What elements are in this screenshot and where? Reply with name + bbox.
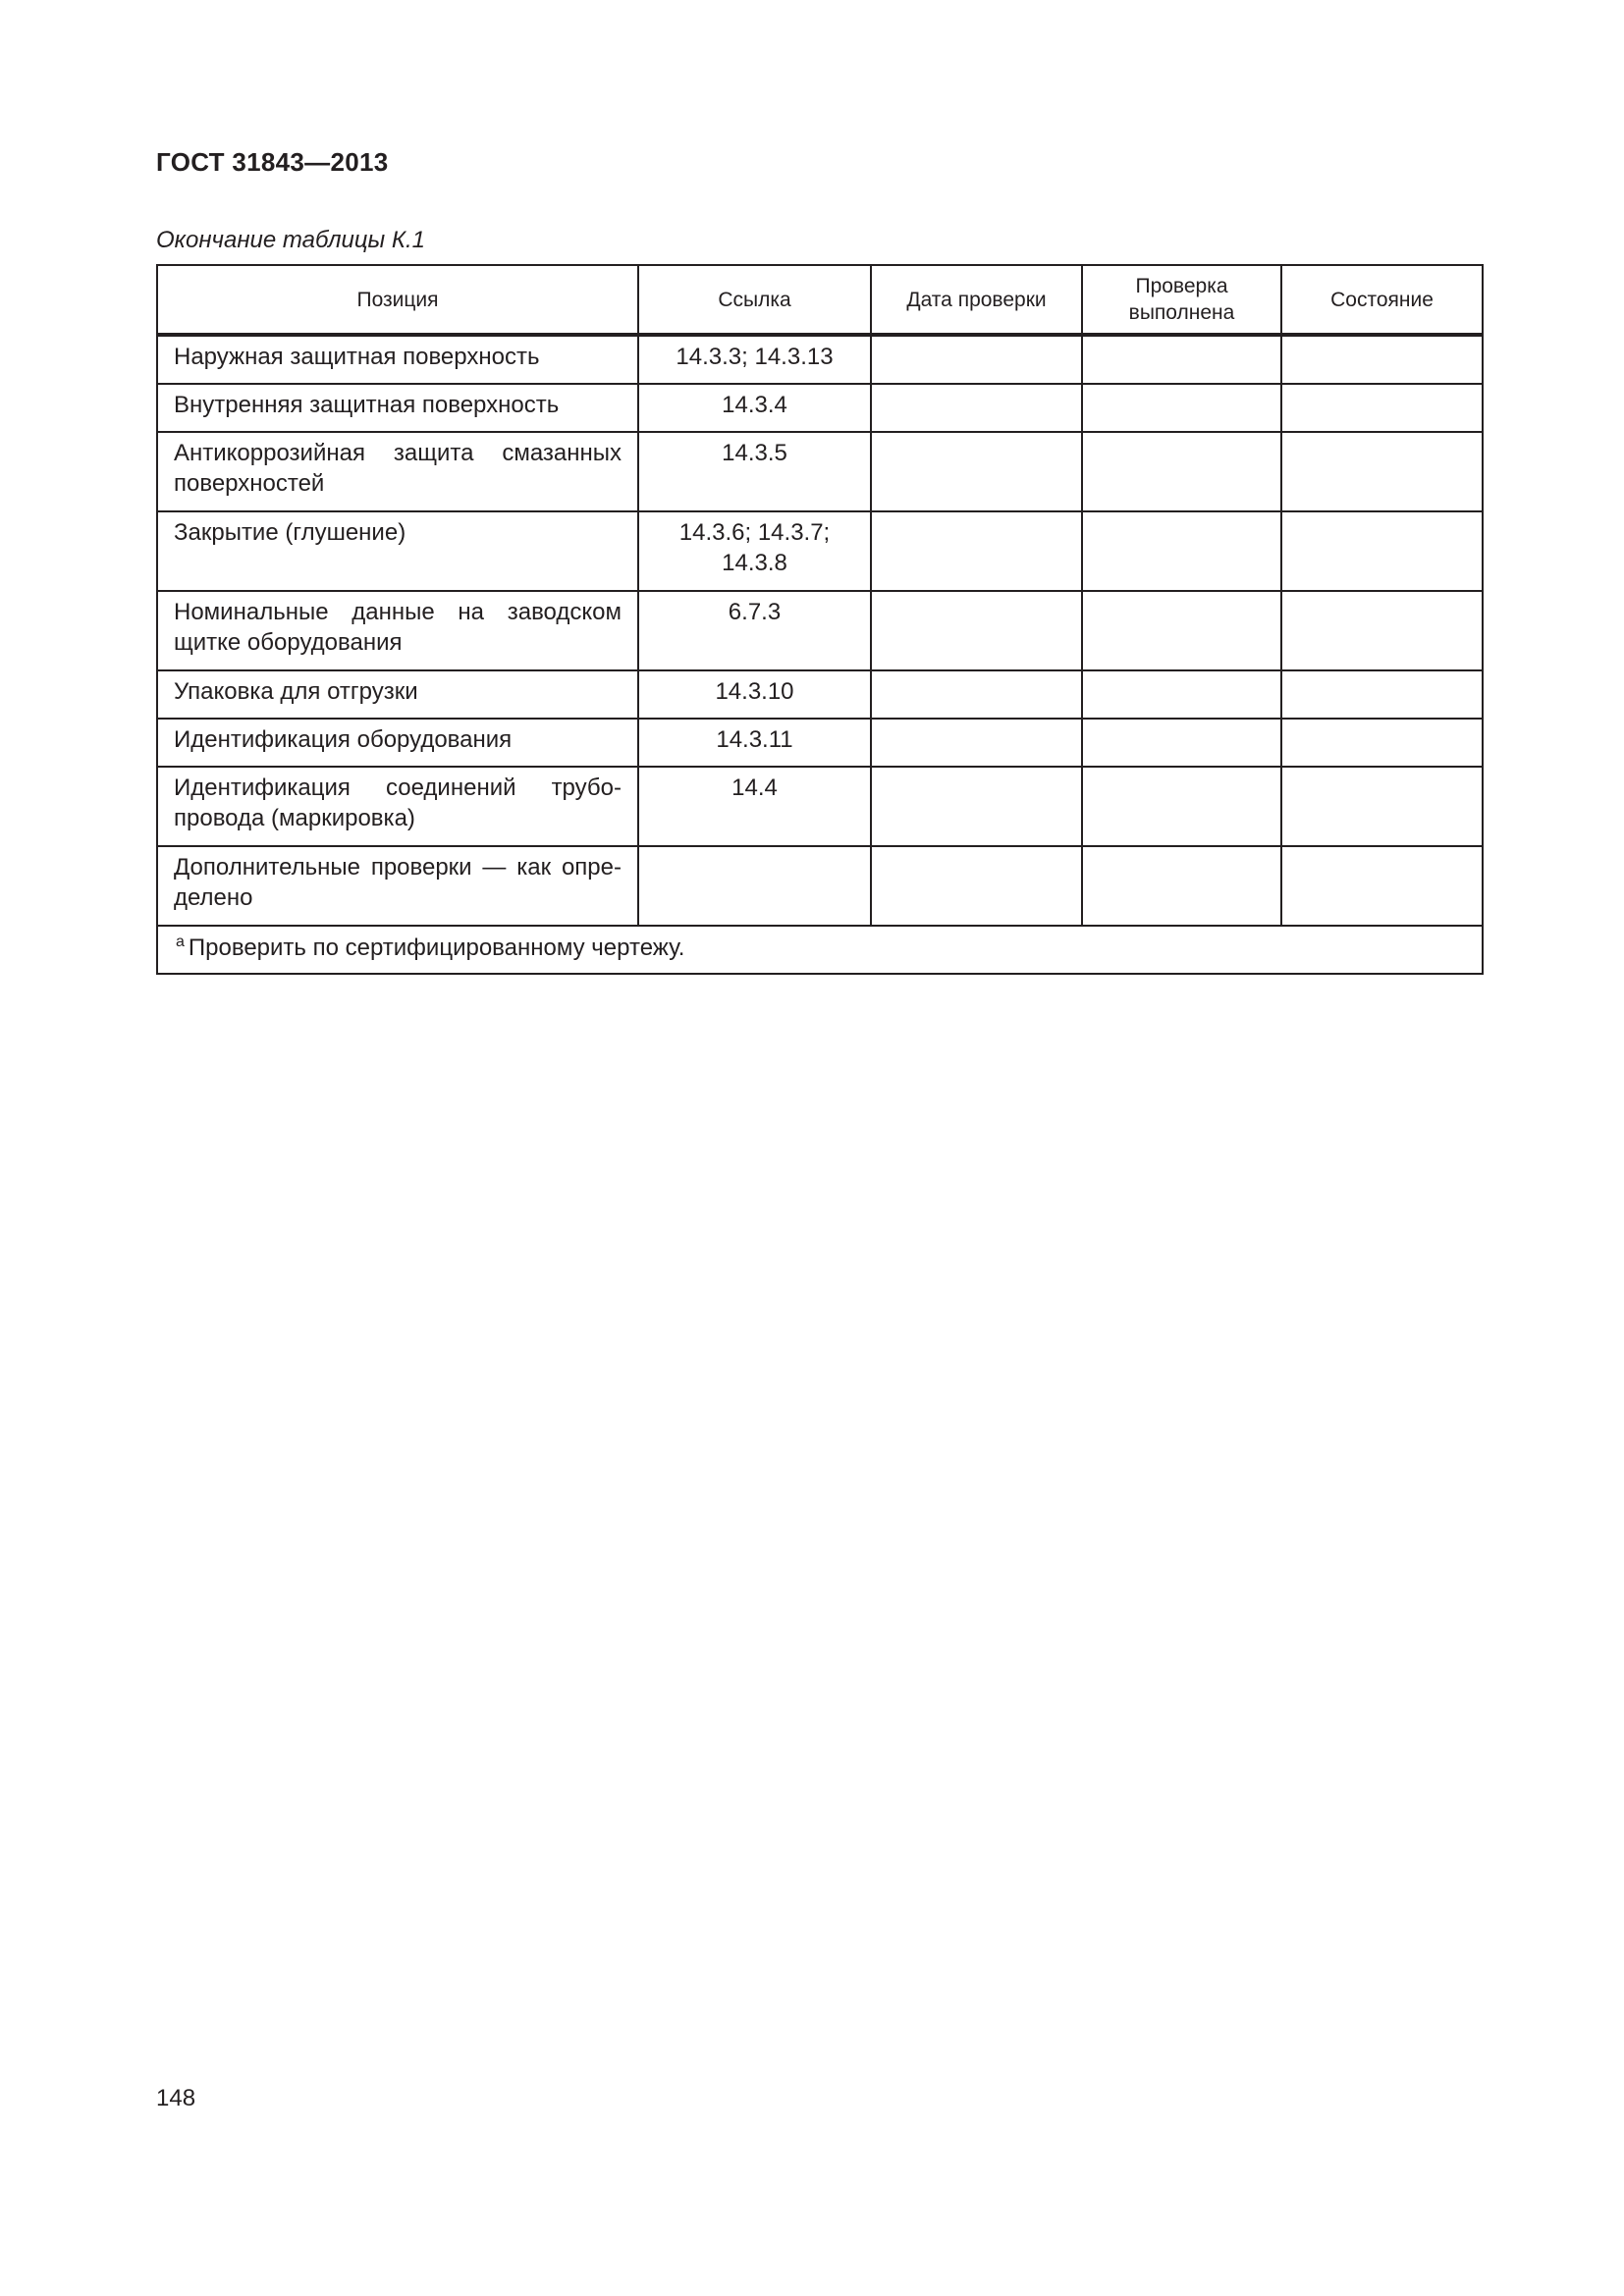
reference-line: 14.3.8 xyxy=(722,550,787,576)
cell-status xyxy=(1281,511,1483,591)
cell-reference xyxy=(638,335,871,384)
table-header-row xyxy=(157,265,1483,335)
cell-status xyxy=(1281,670,1483,719)
cell-check-done xyxy=(1082,767,1281,846)
table-row xyxy=(157,335,1483,384)
cell-check-done xyxy=(1082,719,1281,767)
cell-check-date xyxy=(871,335,1082,384)
footnote-row xyxy=(157,926,1483,974)
cell-reference xyxy=(638,591,871,670)
cell-check-done xyxy=(1082,591,1281,670)
cell-check-done xyxy=(1082,511,1281,591)
cell-check-done xyxy=(1082,670,1281,719)
cell-check-date xyxy=(871,846,1082,926)
cell-reference xyxy=(638,846,871,926)
table-row xyxy=(157,384,1483,432)
table-body xyxy=(157,335,1483,926)
cell-check-done xyxy=(1082,846,1281,926)
cell-status xyxy=(1281,384,1483,432)
cell-status xyxy=(1281,767,1483,846)
footnote-text: Проверить по сертифицированному чертежу. xyxy=(188,934,685,961)
cell-check-date xyxy=(871,767,1082,846)
column-header-check-date: Дата проверки xyxy=(871,265,1082,335)
cell-check-done xyxy=(1082,335,1281,384)
cell-position: Антикоррозийная защита смазанных поверхностей xyxy=(157,432,638,511)
column-header-position: Позиция xyxy=(157,265,638,335)
cell-reference xyxy=(638,719,871,767)
footnote-mark: a xyxy=(176,934,185,950)
cell-check-date xyxy=(871,670,1082,719)
inspection-table xyxy=(156,264,1484,975)
cell-status xyxy=(1281,335,1483,384)
column-header-check-done: Проверка выполнена xyxy=(1082,265,1281,335)
cell-position: Внутренняя защитная поверхность xyxy=(157,384,638,432)
cell-position: Номинальные данные на заводском щитке оборудования xyxy=(157,591,638,670)
cell-status xyxy=(1281,719,1483,767)
cell-reference xyxy=(638,384,871,432)
cell-position: Дополнительные проверки — как опре-делено xyxy=(157,846,638,926)
table-row xyxy=(157,591,1483,670)
cell-check-date xyxy=(871,384,1082,432)
reference-line: 14.4 xyxy=(731,774,778,801)
reference-line: 14.3.3; 14.3.13 xyxy=(676,344,834,370)
cell-check-date xyxy=(871,591,1082,670)
table-row xyxy=(157,719,1483,767)
cell-reference xyxy=(638,511,871,591)
reference-line: 14.3.5 xyxy=(722,440,787,466)
cell-check-done xyxy=(1082,432,1281,511)
column-header-reference: Ссылка xyxy=(638,265,871,335)
reference-line: 14.3.10 xyxy=(715,678,794,705)
cell-status xyxy=(1281,432,1483,511)
reference-line: 14.3.11 xyxy=(716,726,793,753)
cell-position: Наружная защитная поверхность xyxy=(157,335,638,384)
cell-position: Идентификация соединений трубо-провода (маркировка) xyxy=(157,767,638,846)
reference-line: 14.3.4 xyxy=(722,392,787,418)
cell-check-done xyxy=(1082,384,1281,432)
cell-position: Закрытие (глушение) xyxy=(157,511,638,591)
table-row xyxy=(157,432,1483,511)
table-row xyxy=(157,670,1483,719)
column-header-status: Состояние xyxy=(1281,265,1483,335)
cell-status xyxy=(1281,846,1483,926)
document-code: ГОСТ 31843—2013 xyxy=(156,147,389,177)
cell-check-date xyxy=(871,719,1082,767)
table-caption: Окончание таблицы К.1 xyxy=(156,227,426,253)
cell-check-date xyxy=(871,432,1082,511)
cell-reference xyxy=(638,432,871,511)
reference-line: 6.7.3 xyxy=(728,599,782,625)
cell-position: Упаковка для отгрузки xyxy=(157,670,638,719)
cell-reference xyxy=(638,767,871,846)
cell-check-date xyxy=(871,511,1082,591)
reference-line: 14.3.6; 14.3.7; xyxy=(678,519,831,546)
table-row xyxy=(157,767,1483,846)
cell-reference xyxy=(638,670,871,719)
table-row xyxy=(157,846,1483,926)
footnote-cell xyxy=(157,926,1483,974)
cell-position: Идентификация оборудования xyxy=(157,719,638,767)
cell-status xyxy=(1281,591,1483,670)
page-number: 148 xyxy=(156,2085,196,2111)
table-row xyxy=(157,511,1483,591)
